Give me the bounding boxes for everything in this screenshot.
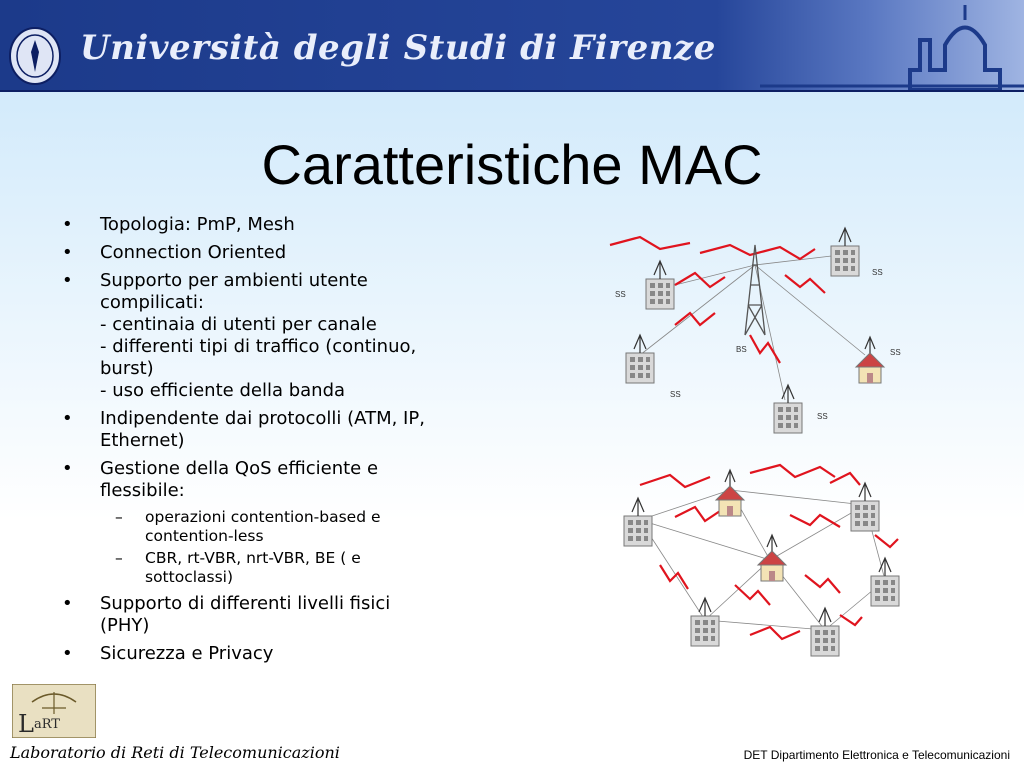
bullet-line: - differenti tipi di traffico (continuo, (100, 336, 417, 357)
sub-bullet-line: operazioni contention-based e (145, 508, 381, 526)
university-name: Università degli Studi di Firenze (80, 28, 716, 68)
bullet-item: • Supporto di differenti livelli fisici (PHY) (60, 593, 500, 637)
sub-bullet-line: sottoclassi) (145, 568, 234, 586)
bullet-line: Gestione della QoS efficiente e (100, 458, 379, 479)
bs-label: BS (736, 345, 747, 354)
sub-bullet-line: contention-less (145, 527, 264, 545)
ss-label: SS (890, 348, 901, 357)
bullet-line: Topologia: PmP, Mesh (100, 214, 295, 235)
bullet-line: (PHY) (100, 615, 150, 636)
bullet-line: compilicati: (100, 292, 204, 313)
footer-department-name: DET Dipartimento Elettronica e Telecomunicazioni (743, 748, 1010, 762)
bullet-line: Supporto di differenti livelli fisici (100, 593, 391, 614)
bullet-line: - uso efficiente della banda (100, 380, 346, 401)
university-seal-icon (8, 26, 62, 86)
footer-lab-name: Laboratorio di Reti di Telecomunicazioni (10, 743, 340, 762)
slide-title: Caratteristiche MAC (261, 133, 763, 196)
sub-bullet-item: – CBR, rt-VBR, nrt-VBR, BE ( e sottoclassi) (60, 549, 500, 587)
header-divider (0, 90, 1024, 92)
bullet-item: • Supporto per ambienti utente compilicati: - centinaia di utenti per canale - differenti tipi di traffico (continuo, burst) - uso efficiente della banda (60, 270, 500, 402)
bullet-line: flessibile: (100, 480, 185, 501)
svg-text:aRT: aRT (34, 717, 60, 732)
lart-logo (12, 684, 96, 738)
svg-text:L: L (18, 710, 34, 738)
sub-bullet-item: – operazioni contention-based e contention-less (60, 508, 500, 546)
bullet-line: Ethernet) (100, 430, 185, 451)
bullet-item: • Connection Oriented (60, 242, 500, 264)
base-station-tower-icon (745, 245, 765, 335)
bullet-line: Sicurezza e Privacy (100, 643, 274, 664)
bullet-item: • Gestione della QoS efficiente e flessibile: (60, 458, 500, 502)
bullet-line: - centinaia di utenti per canale (100, 314, 377, 335)
university-header-banner (0, 0, 1024, 92)
bullet-line: Supporto per ambienti utente (100, 270, 368, 291)
bullet-item: • Topologia: PmP, Mesh (60, 214, 500, 236)
florence-skyline-icon (760, 0, 1024, 92)
bullet-list (60, 214, 500, 671)
bullet-line: Connection Oriented (100, 242, 287, 263)
network-topology-diagram (600, 225, 930, 670)
ss-label: SS (670, 390, 681, 399)
bullet-item: • Sicurezza e Privacy (60, 643, 500, 665)
bullet-line: burst) (100, 358, 154, 379)
sub-bullet-line: CBR, rt-VBR, nrt-VBR, BE ( e (145, 549, 361, 567)
bullet-line: Indipendente dai protocolli (ATM, IP, (100, 408, 425, 429)
ss-label: SS (872, 268, 883, 277)
ss-label: SS (615, 290, 626, 299)
ss-label: SS (817, 412, 828, 421)
bullet-item: • Indipendente dai protocolli (ATM, IP, Ethernet) (60, 408, 500, 452)
